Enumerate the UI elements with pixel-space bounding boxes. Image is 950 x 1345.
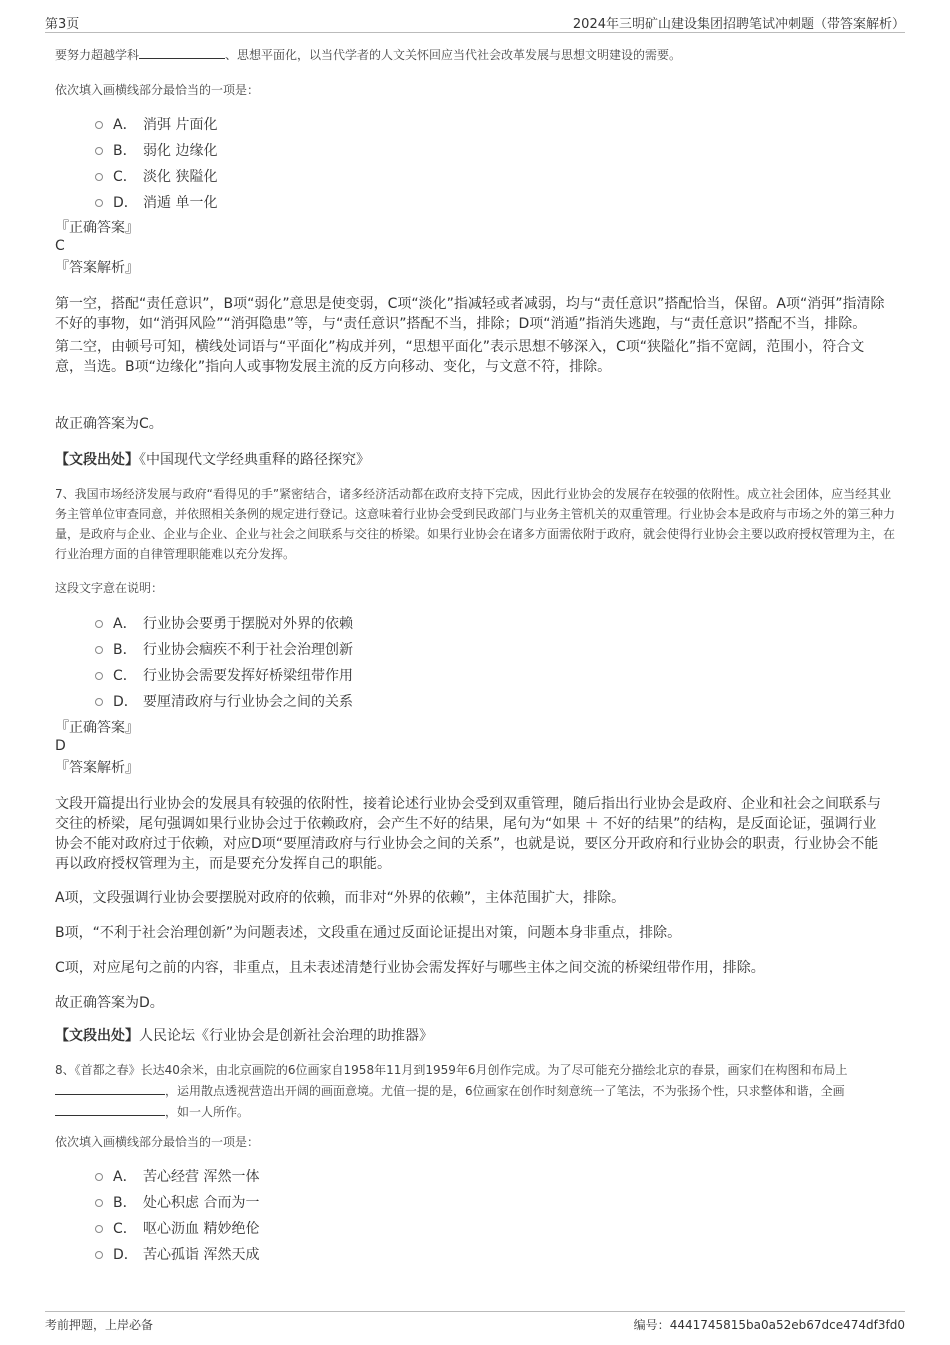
radio-icon[interactable] [95,121,103,129]
option-a[interactable]: A． 苦心经营 浑然一体 [95,1164,259,1190]
page-header [45,12,905,33]
q6-source: 【文段出处】《中国现代文学经典重释的路径探究》 [55,452,370,468]
q7-options [95,611,353,715]
option-d[interactable]: D． 消遁 单一化 [95,190,217,216]
q7-analysis-4: C项，对应尾句之前的内容，非重点，且未表述清楚行业协会需发挥好与哪些主体之间交流的桥梁纽带作用，排除。 [55,960,765,976]
q6-stem: 要努力超越学科 、思想平面化，以当代学者的人文关怀回应当代社会改革发展与思想文明建设的需要。 [55,44,895,65]
q7-stem: 7、我国市场经济发展与政府“看得见的手”紧密结合，诸多经济活动都在政府支持下完成，因此行业协会的发展存在较强的依附性。成立社会团体，应当经其业务主管单位审查同意，并依照相关条例的规定进行登记。这意味着行业协会受到民政部门与业务主管机关的双重管理。行业协会本是政府与市场之外的第三种力量，是政府与企业、企业与企业、企业与社会之间联系与交往的桥梁。如果行业协会在诸多方面需依附于政府，就会使得行业协会主要以政府授权管理为主，在行业治理方面的自律管理职能难以充分发挥。 [55,487,896,561]
footer-slogan: 考前押题，上岸必备 [45,1318,154,1332]
radio-icon[interactable] [95,1199,103,1207]
q7-analysis-3: B项，“不利于社会治理创新”为问题表述，文段重在通过反面论证提出对策，问题本身非重点，排除。 [55,925,682,941]
q6-prompt: 依次填入画横线部分最恰当的一项是： [55,83,260,97]
q7-analysis-2: A项，文段强调行业协会要摆脱对政府的依赖，而非对“外界的依赖”，主体范围扩大，排除。 [55,890,626,906]
q8-options [95,1164,259,1268]
q6-analysis-2: 第二空，由顿号可知，横线处词语与“平面化”构成并列，“思想平面化”表示思想不够深入，C项“狭隘化”指不宽阔，范围小，符合文意，当选。B项“边缘化”指向人或事物发展主流的反方向移动、变化，与文意不符，排除。 [55,339,865,375]
q7-analysis-5: 故正确答案为D。 [55,995,164,1011]
q6-options [95,112,217,216]
fill-blank [55,1080,165,1095]
q6-analysis-3: 故正确答案为C。 [55,416,163,432]
radio-icon[interactable] [95,1173,103,1181]
option-c[interactable]: C． 淡化 狭隘化 [95,164,217,190]
option-b[interactable]: B． 处心积虑 合而为一 [95,1190,259,1216]
radio-icon[interactable] [95,620,103,628]
option-a[interactable]: A． 消弭 片面化 [95,112,217,138]
q7-answer: D [55,738,66,754]
option-b[interactable]: B． 行业协会痼疾不利于社会治理创新 [95,637,353,663]
q6-analysis-1: 第一空，搭配“责任意识”，B项“弱化”意思是使变弱，C项“淡化”指减轻或者减弱，均与“责任意识”搭配恰当，保留。A项“消弭”指清除不好的事物，如“消弭风险”“消弭隐患”等，与“责任意识”搭配不当，排除；D项“消遁”指消失逃跑，与“责任意识”搭配不当，排除。 [55,296,885,332]
q7-analysis-label: 『答案解析』 [55,760,139,776]
radio-icon[interactable] [95,698,103,706]
document-id: 编号：4441745815ba0a52eb67dce474df3fd0 [633,1318,905,1332]
page-number: 第3页 [45,17,80,32]
option-d[interactable]: D． 要厘清政府与行业协会之间的关系 [95,689,353,715]
option-a[interactable]: A． 行业协会要勇于摆脱对外界的依赖 [95,611,353,637]
q7-analysis-1: 文段开篇提出行业协会的发展具有较强的依附性，接着论述行业协会受到双重管理，随后指出行业协会是政府、企业和社会之间联系与交往的桥梁，尾句强调如果行业协会过于依赖政府，会产生不好的结果，尾句为“如果 ＋ 不好的结果”的结构，是反面论证，强调行业协会不能对政府过于依赖，对应D项“要厘清政府与行业协会之间的关系”，也就是说，要区分开政府和行业协会的职责，行业协会不能再以政府授权管理为主，而是要充分发挥自己的职能。 [55,796,881,872]
radio-icon[interactable] [95,672,103,680]
q7-answer-label: 『正确答案』 [55,720,139,736]
radio-icon[interactable] [95,199,103,207]
option-c[interactable]: C． 呕心沥血 精妙绝伦 [95,1216,259,1242]
option-d[interactable]: D． 苦心孤诣 浑然天成 [95,1242,259,1268]
page-footer [45,1311,905,1334]
option-b[interactable]: B． 弱化 边缘化 [95,138,217,164]
q8-stem: 8、《首都之春》长达40余米，由北京画院的6位画家自1958年11月到1959年6月创作完成。为了尽可能充分描绘北京的春景，画家们在构图和布局上，运用散点透视营造出开阔的画面意境。尤值一提的是，6位画家在创作时刻意统一了笔法，不为张扬个性，只求整体和谐，全画，如一人所作。 [55,1063,848,1119]
fill-blank [55,1101,165,1116]
radio-icon[interactable] [95,1251,103,1259]
document-title: 2024年三明矿山建设集团招聘笔试冲刺题（带答案解析） [572,17,905,32]
fill-blank [139,44,225,59]
q7-source: 【文段出处】人民论坛《行业协会是创新社会治理的助推器》 [55,1028,433,1044]
radio-icon[interactable] [95,646,103,654]
q7-prompt: 这段文字意在说明： [55,581,164,595]
radio-icon[interactable] [95,173,103,181]
q6-analysis-label: 『答案解析』 [55,260,139,276]
q6-answer: C [55,238,65,254]
q6-answer-label: 『正确答案』 [55,220,139,236]
radio-icon[interactable] [95,1225,103,1233]
q8-prompt: 依次填入画横线部分最恰当的一项是： [55,1135,260,1149]
radio-icon[interactable] [95,147,103,155]
option-c[interactable]: C． 行业协会需要发挥好桥梁纽带作用 [95,663,353,689]
